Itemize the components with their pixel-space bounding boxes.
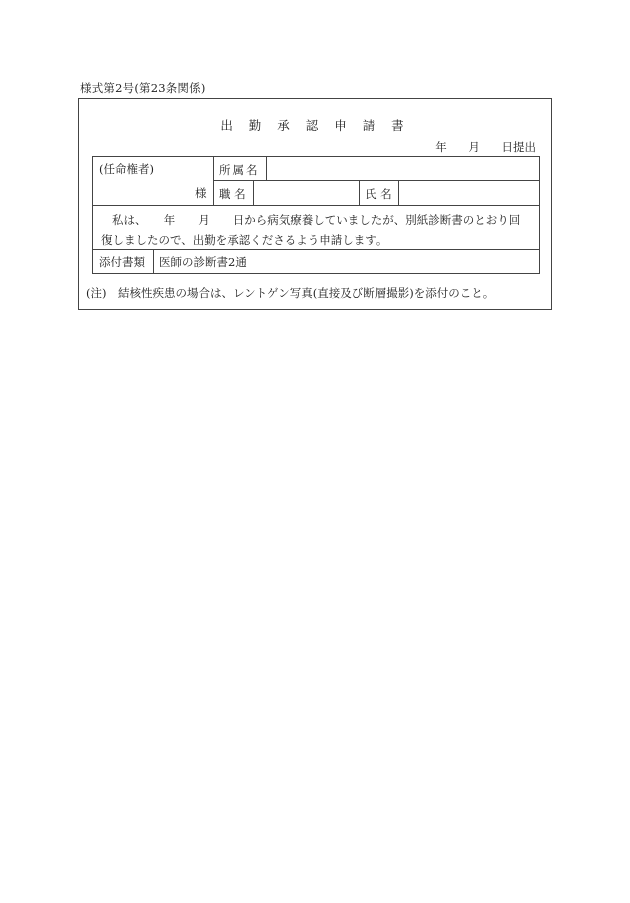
form-title: 出 勤 承 認 申 請 書	[220, 118, 410, 133]
affiliation-label: 所属名	[219, 163, 260, 177]
grid-line	[359, 181, 360, 205]
grid-line	[398, 181, 399, 205]
form-grid	[92, 156, 540, 274]
appointer-label: (任命権者)	[99, 162, 154, 176]
grid-line	[213, 180, 539, 181]
footnote: (注) 結核性疾患の場合は、レントゲン写真(直接及び断層撮影)を添付のこと。	[86, 286, 495, 300]
grid-line	[266, 157, 267, 181]
form-number-label: 様式第2号(第23条関係)	[80, 81, 206, 95]
attachment-value: 医師の診断書2通	[159, 255, 247, 269]
grid-line	[253, 181, 254, 205]
grid-line	[153, 249, 154, 273]
statement-line-1: 私は、 年 月 日から病気療養していましたが、別紙診断書のとおり回	[112, 213, 521, 227]
grid-line	[93, 205, 539, 206]
name-label: 氏 名	[365, 187, 392, 201]
grid-line	[213, 157, 214, 205]
attachment-label: 添付書類	[99, 255, 145, 269]
statement-text	[101, 210, 533, 250]
application-form-frame	[78, 98, 552, 310]
appointer-honorific: 様	[195, 186, 207, 200]
submission-date: 年 月 日提出	[435, 140, 536, 154]
statement-line-2: 復しましたので、出勤を承認くださるよう申請します。	[101, 233, 388, 247]
job-title-label: 職 名	[219, 187, 246, 201]
